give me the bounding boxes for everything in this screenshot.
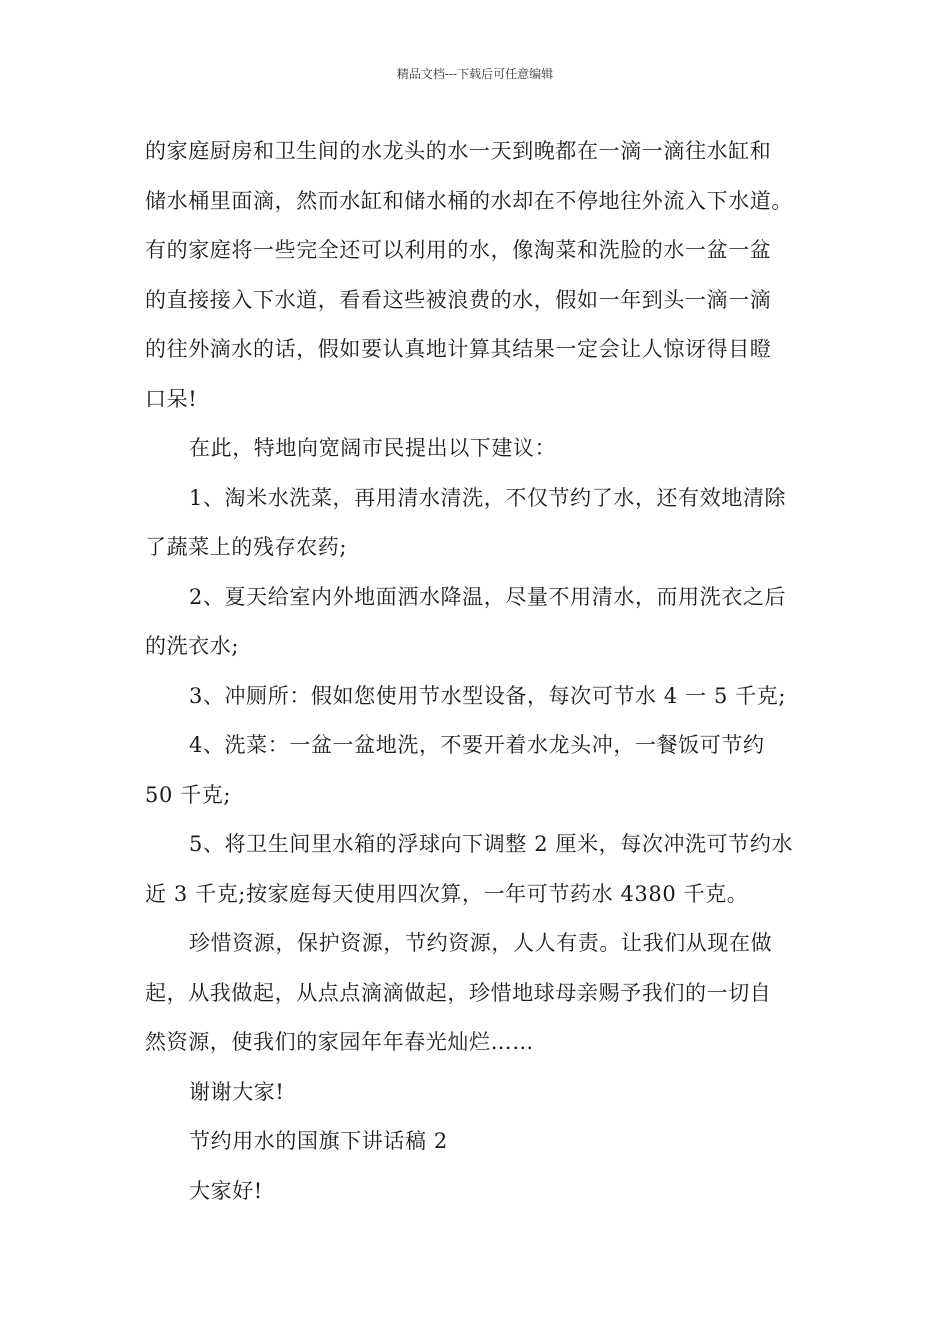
thanks-line: 谢谢大家!	[189, 1079, 285, 1104]
text-line: 的直接接入下水道，看看这些被浪费的水，假如一年到头一滴一滴	[145, 287, 772, 312]
text-line: 起，从我做起，从点点滴滴做起，珍惜地球母亲赐予我们的一切自	[145, 980, 772, 1005]
text-line: 50 千克;	[145, 782, 232, 807]
section-title: 节约用水的国旗下讲话稿 2	[189, 1129, 448, 1153]
text-line: 口呆!	[145, 386, 198, 411]
text-line: 然资源，使我们的家园年年春光灿烂……	[145, 1030, 534, 1054]
text-line: 近 3 千克;按家庭每天使用四次算，一年可节药水 4380 千克。	[145, 881, 749, 906]
suggestion-5: 5、将卫生间里水箱的浮球向下调整 2 厘米，每次冲洗可节约水	[189, 832, 794, 856]
text-line: 了蔬菜上的残存农药;	[145, 535, 348, 559]
closing-paragraph: 珍惜资源，保护资源，节约资源，人人有责。让我们从现在做	[189, 931, 773, 955]
suggestion-3: 3、冲厕所：假如您使用节水型设备，每次可节水 4 一 5 千克;	[189, 683, 787, 708]
suggestion-1: 1、淘米水洗菜，再用清水清洗，不仅节约了水，还有效地清除	[189, 485, 787, 510]
paragraph-intro: 在此，特地向宽阔市民提出以下建议：	[189, 436, 557, 460]
text-line: 的洗衣水;	[145, 634, 240, 658]
text-line: 储水桶里面滴，然而水缸和储水桶的水却在不停地往外流入下水道。	[145, 188, 793, 213]
text-line: 的家庭厨房和卫生间的水龙头的水一天到晚都在一滴一滴往水缸和	[145, 139, 772, 163]
greeting-line: 大家好!	[189, 1178, 263, 1203]
suggestion-4: 4、洗菜：一盆一盆地洗，不要开着水龙头冲，一餐饭可节约	[189, 733, 765, 757]
text-line: 有的家庭将一些完全还可以利用的水，像淘菜和洗脸的水一盆一盆	[145, 238, 772, 262]
suggestion-2: 2、夏天给室内外地面洒水降温，尽量不用清水，而用洗衣之后	[189, 584, 787, 609]
document-body	[145, 132, 825, 1211]
page-header: 精品文档---下载后可任意编辑	[396, 67, 554, 81]
text-line: 的往外滴水的话，假如要认真地计算其结果一定会让人惊讶得目瞪	[145, 337, 772, 361]
